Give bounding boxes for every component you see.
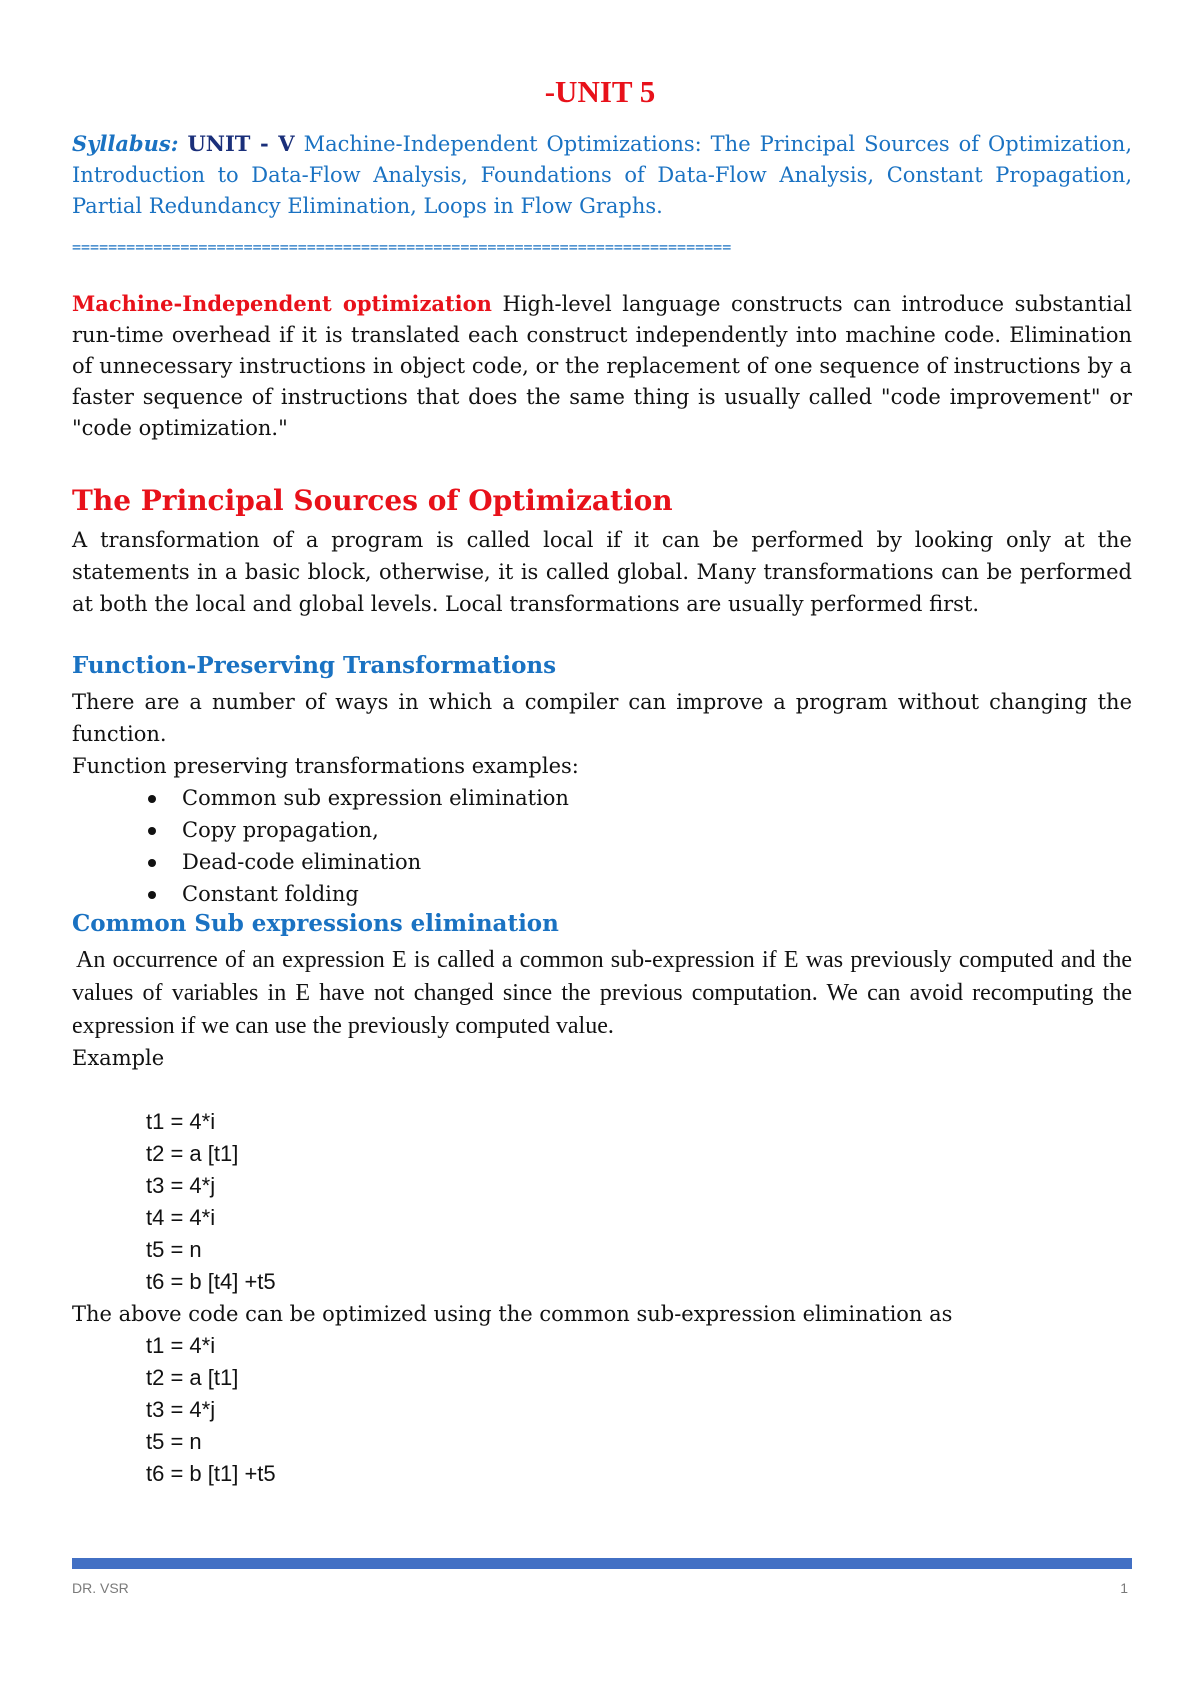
code-line: t5 = n	[146, 1429, 202, 1454]
list-item: Copy propagation,	[148, 814, 569, 846]
code-line: t6 = b [t1] +t5	[146, 1461, 276, 1486]
bullet-icon	[148, 891, 156, 899]
code-line: t1 = 4*i	[146, 1333, 216, 1358]
syllabus-label: Syllabus:	[72, 131, 179, 156]
examples-label: Function preserving transformations examples:	[72, 754, 579, 778]
syllabus-text: Machine-Independent Optimizations: The Principal Sources of Optimization, Introduction to Data-Flow Analysis, Foundations of Data-Flow Analysis, Constant Propagation, Partial Redundancy Elimination, Loops in Flow Graphs.	[72, 132, 1133, 218]
list-item: Constant folding	[148, 878, 569, 910]
page-number: 1	[1120, 1580, 1128, 1596]
code-line: t3 = 4*j	[146, 1173, 216, 1198]
list-item: Dead-code elimination	[148, 846, 569, 878]
list-item: Common sub expression elimination	[148, 782, 569, 814]
code-line: t4 = 4*i	[146, 1205, 216, 1230]
code-after	[146, 1330, 276, 1490]
bullet-icon	[148, 795, 156, 803]
code-before	[146, 1106, 276, 1298]
cse-heading: Common Sub expressions elimination	[72, 910, 559, 937]
principal-sources-heading: The Principal Sources of Optimization	[72, 484, 673, 517]
code-line: t3 = 4*j	[146, 1397, 216, 1422]
code-line: t2 = a [t1]	[146, 1365, 239, 1390]
function-preserving-heading: Function-Preserving Transformations	[72, 652, 557, 679]
bullet-icon	[148, 859, 156, 867]
syllabus-paragraph	[72, 128, 1132, 222]
optimized-label: The above code can be optimized using the common sub-expression elimination as	[72, 1302, 953, 1326]
intro-paragraph	[72, 288, 1132, 444]
code-line: t1 = 4*i	[146, 1109, 216, 1134]
code-line: t6 = b [t4] +t5	[146, 1269, 276, 1294]
examples-list	[148, 782, 569, 910]
footer-rule	[72, 1558, 1132, 1569]
section-divider: =========================================================================	[72, 238, 732, 256]
principal-sources-text: A transformation of a program is called local if it can be performed by looking only at the statements in a basic block, otherwise, it is called global. Many transformations can be performed at both the local and global levels. Local transformations are usually performed first.	[72, 528, 1132, 616]
function-preserving-text: There are a number of ways in which a compiler can improve a program without changing the function.	[72, 690, 1132, 746]
code-line: t5 = n	[146, 1237, 202, 1262]
bullet-icon	[148, 827, 156, 835]
code-line: t2 = a [t1]	[146, 1141, 239, 1166]
cse-text: An occurrence of an expression E is called a common sub-expression if E was previously computed and the values of variables in E have not changed since the previous computation. We can avoid recomputing the expression if we can use the previously computed value.	[72, 947, 1132, 1039]
example-label: Example	[72, 1046, 165, 1070]
syllabus-unit: UNIT - V	[187, 131, 295, 156]
intro-lead: Machine-Independent optimization	[72, 291, 492, 316]
footer-author: DR. VSR	[72, 1580, 129, 1596]
intro-text: High-level language constructs can introduce substantial run-time overhead if it is translated each construct independently into machine code. Elimination of unnecessary instructions in object code, or the replacement of one sequence of instructions by a faster sequence of instructions that does the same thing is usually called "code improvement" or "code optimization."	[72, 292, 1132, 440]
unit-title: -UNIT 5	[544, 74, 656, 109]
